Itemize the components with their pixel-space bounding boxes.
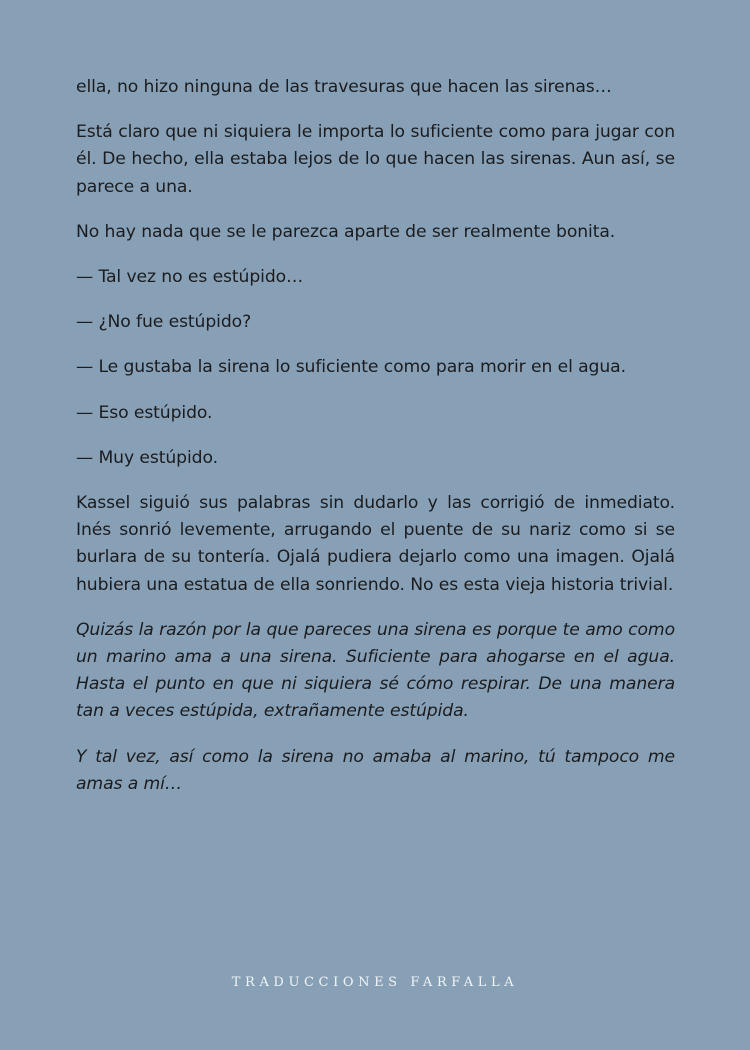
italic-paragraph: Y tal vez, así como la sirena no amaba al marino, tú tampoco me amas a mí… <box>76 746 675 794</box>
dialogue-line: — Tal vez no es estúpido… <box>76 267 304 288</box>
paragraph: No hay nada que se le parezca aparte de ser realmente bonita. <box>76 221 616 242</box>
dialogue-line: — ¿No fue estúpido? <box>76 312 252 333</box>
page-body <box>76 74 675 816</box>
paragraph: ella, no hizo ninguna de las travesuras que hacen las sirenas… <box>76 77 612 97</box>
paragraph: Kassel siguió sus palabras sin dudarlo y las corrigió de inmediato. Inés sonrió levemente, arrugando el puente de su nariz como si se burlara de su tontería. Ojalá pudiera dejarlo como una imagen. Ojalá hubiera una estatua de ella sonriendo. No es esta vieja historia trivial. <box>76 493 675 595</box>
footer-credit: TRADUCCIONES FARFALLA <box>231 975 519 990</box>
italic-paragraph: Quizás la razón por la que pareces una sirena es porque te amo como un marino ama a una sirena. Suficiente para ahogarse en el agua. Hasta el punto en que ni siquiera sé cómo respirar. De una manera tan a veces estúpida, extrañamente estúpida. <box>76 619 675 722</box>
paragraph: Está claro que ni siquiera le importa lo suficiente como para jugar con él. De hecho, ella estaba lejos de lo que hacen las sirenas. Aun así, se parece a una. <box>76 122 675 197</box>
dialogue-line: — Le gustaba la sirena lo suficiente como para morir en el agua. <box>76 357 626 378</box>
dialogue-line: — Muy estúpido. <box>76 447 218 468</box>
dialogue-line: — Eso estúpido. <box>76 402 213 423</box>
